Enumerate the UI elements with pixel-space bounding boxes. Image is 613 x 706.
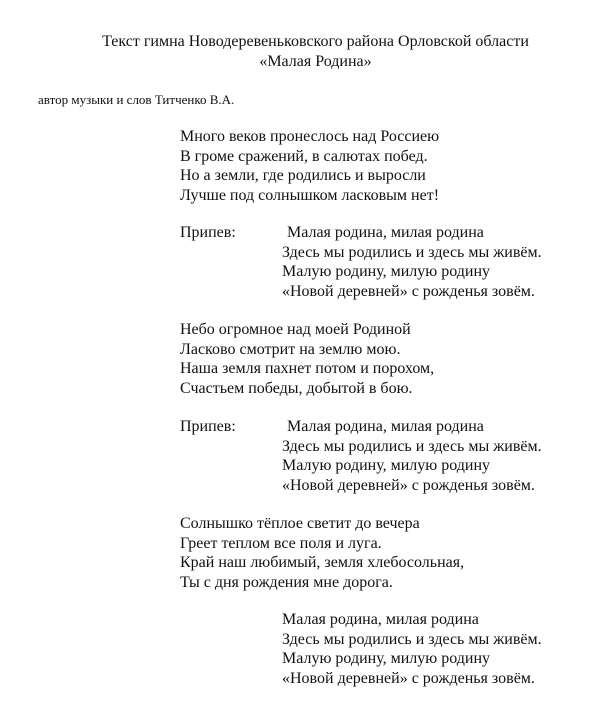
refrain-line: «Новой деревней» с рожденья зовём. <box>282 669 535 687</box>
refrain-line: Малая родина, милая родина <box>287 418 484 435</box>
refrain-line: Малую родину, милую родину <box>282 650 491 668</box>
refrain-line: Малая родина, милая родина <box>287 224 484 241</box>
refrain-line: «Новой деревней» с рожденья зовём. <box>282 282 535 300</box>
verse-line: Ты с дня рождения мне дорога. <box>180 573 393 591</box>
refrain-line: Здесь мы родились и здесь мы живём. <box>282 630 542 648</box>
verse-line: В громе сражений, в салютах побед. <box>180 147 428 165</box>
verse-line: Лучше под солнышком ласковым нет! <box>180 186 440 204</box>
refrain-label: Припев: <box>180 418 236 435</box>
verse-line: Много веков пронеслось над Россиею <box>180 128 440 145</box>
verse-line: Наша земля пахнет потом и порохом, <box>180 360 435 378</box>
refrain-line: Малую родину, милую родину <box>282 457 491 475</box>
verse-line: Край наш любимый, земля хлебосольная, <box>180 554 465 572</box>
verse-line: Счастьем победы, добытой в бою. <box>180 379 413 397</box>
refrain-line: «Новой деревней» с рожденья зовём. <box>282 476 535 494</box>
verse-line: Солнышко тёплое светит до вечера <box>180 515 420 532</box>
verse-line: Ласково смотрит на землю мою. <box>180 340 401 358</box>
verse-1 <box>180 127 439 205</box>
refrain-lines <box>282 417 542 495</box>
refrain-line: Здесь мы родились и здесь мы живём. <box>282 243 542 261</box>
refrain-label: Припев: <box>180 224 236 241</box>
verse-3 <box>180 514 464 592</box>
verse-line: Но а земли, где родились и выросли <box>180 167 426 185</box>
author-line: автор музыки и слов Титченко В.А. <box>38 92 235 107</box>
verse-2 <box>180 320 434 398</box>
document-title: Текст гимна Новодеревеньковского района Орловской области <box>102 33 529 50</box>
refrain-line: Малая родина, милая родина <box>282 611 479 628</box>
refrain-line: Малую родину, милую родину <box>282 263 491 281</box>
anthem-name: «Малая Родина» <box>259 53 372 70</box>
verse-line: Греет теплом все поля и луга. <box>180 534 382 552</box>
refrain-lines <box>282 610 542 688</box>
refrain-line: Здесь мы родились и здесь мы живём. <box>282 437 542 455</box>
refrain-lines <box>282 223 542 301</box>
verse-line: Небо огромное над моей Родиной <box>180 321 411 338</box>
